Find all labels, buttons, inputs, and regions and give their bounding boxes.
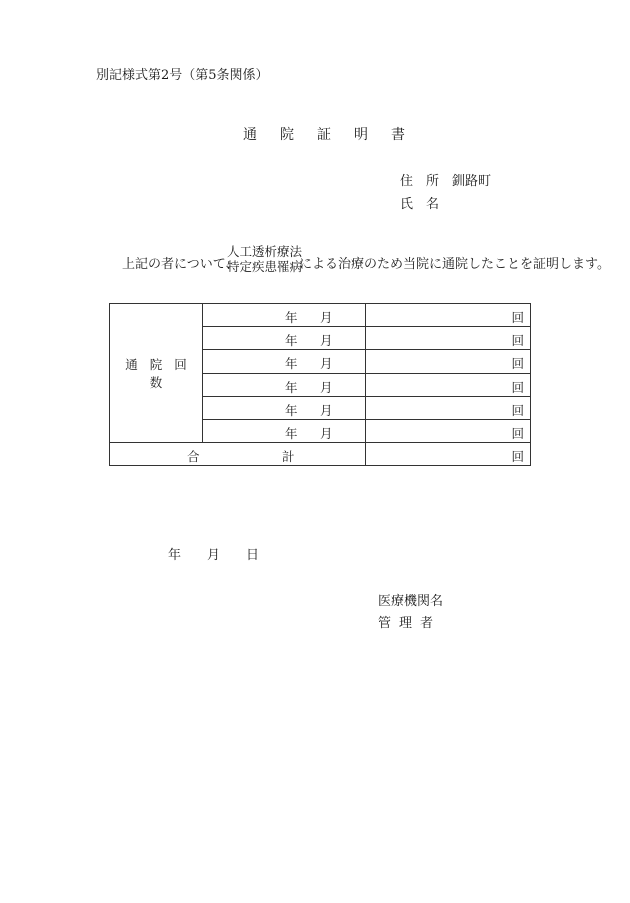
date-day-label: 日 — [246, 548, 260, 563]
count-cell — [366, 304, 531, 327]
title-char: 書 — [391, 127, 405, 143]
treatment-specified-disease: 特定疾患罹病 — [227, 259, 303, 274]
month-label: 月 — [320, 356, 333, 372]
month-label: 月 — [320, 379, 333, 395]
count-unit: 回 — [511, 356, 524, 372]
total-row — [110, 443, 531, 466]
year-month-cell — [203, 304, 366, 327]
name-line — [400, 193, 439, 212]
address-label: 住 所 — [400, 174, 440, 189]
address-value: 釧路町 — [452, 174, 492, 189]
count-unit: 回 — [511, 425, 524, 441]
year-month-cell — [203, 419, 366, 442]
count-unit: 回 — [511, 310, 524, 325]
title-char: 通 — [243, 127, 257, 143]
count-unit: 回 — [511, 449, 524, 465]
address-line — [400, 170, 491, 189]
count-unit: 回 — [511, 402, 524, 418]
manager-label — [378, 612, 441, 631]
year-label: 年 — [285, 310, 298, 325]
treatment-options — [227, 244, 302, 274]
statement-pre: 上記の者について、 — [122, 257, 239, 272]
month-label: 月 — [320, 402, 333, 418]
year-label: 年 — [285, 425, 298, 441]
form-number: 別記様式第2号（第5条関係） — [96, 68, 269, 83]
table-row — [110, 304, 531, 327]
total-char: 合 — [187, 449, 200, 465]
count-cell — [366, 350, 531, 373]
date-month-label: 月 — [207, 548, 221, 563]
visit-count-table — [109, 303, 531, 466]
header-char: 通 — [125, 357, 138, 373]
manager-char: 者 — [420, 616, 434, 631]
year-month-cell — [203, 350, 366, 373]
total-count-cell — [366, 443, 531, 466]
visit-count-header — [110, 304, 203, 443]
year-label: 年 — [285, 333, 298, 349]
title-char: 証 — [317, 127, 331, 143]
count-cell — [366, 327, 531, 350]
title-char: 明 — [354, 127, 368, 143]
total-char: 計 — [282, 449, 295, 465]
header-char: 数 — [149, 375, 163, 391]
count-cell — [366, 373, 531, 396]
treatment-dialysis: 人工透析療法 — [227, 244, 303, 259]
count-unit: 回 — [511, 379, 524, 395]
name-label: 氏 名 — [400, 197, 440, 212]
institution-name-label: 医療機関名 — [378, 594, 444, 609]
year-month-cell — [203, 396, 366, 419]
count-cell — [366, 419, 531, 442]
title-char: 院 — [280, 127, 294, 143]
header-char: 院 — [149, 357, 163, 373]
total-label-cell — [110, 443, 366, 466]
month-label: 月 — [320, 425, 333, 441]
year-month-cell — [203, 327, 366, 350]
count-unit: 回 — [511, 333, 524, 349]
month-label: 月 — [320, 310, 333, 325]
year-month-cell — [203, 373, 366, 396]
issue-date — [168, 544, 285, 563]
manager-char: 管 — [378, 616, 392, 631]
manager-char: 理 — [399, 616, 413, 631]
year-label: 年 — [285, 379, 298, 395]
statement-post: による治療のため当院に通院したことを証明します。 — [299, 257, 610, 272]
year-label: 年 — [285, 356, 298, 372]
date-year-label: 年 — [168, 548, 182, 563]
month-label: 月 — [320, 333, 333, 349]
document-title — [243, 124, 428, 144]
header-char: 回 — [174, 357, 187, 373]
count-cell — [366, 396, 531, 419]
year-label: 年 — [285, 402, 298, 418]
